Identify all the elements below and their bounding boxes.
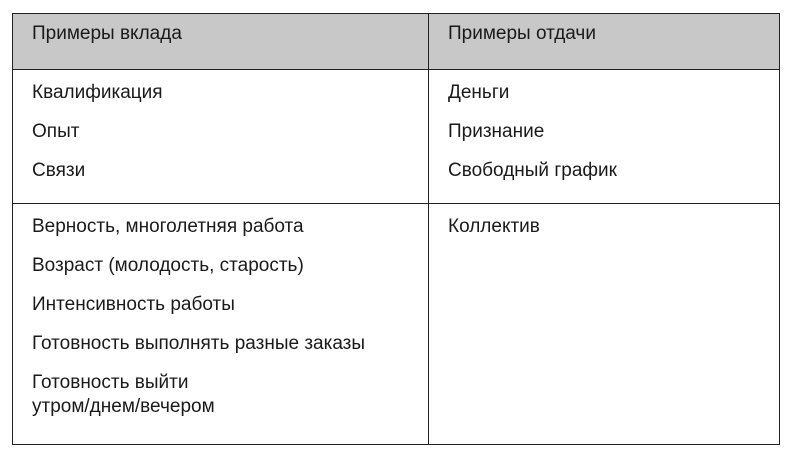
- contribution-item: Опыт: [32, 121, 80, 142]
- table-row: [13, 70, 780, 204]
- contribution-item: Интенсивность работы: [32, 294, 235, 315]
- reward-cell: [429, 204, 780, 445]
- contribution-item: Квалификация: [32, 82, 163, 103]
- reward-item: Признание: [448, 121, 545, 142]
- contribution-item: Верность, многолетняя работа: [32, 216, 304, 237]
- reward-item: Деньги: [448, 82, 510, 103]
- table-header-row: [13, 14, 780, 70]
- contribution-item: Возраст (молодость, старость): [32, 255, 304, 276]
- contribution-item: Готовность выполнять разные заказы: [32, 333, 366, 354]
- header-contribution: Примеры вклада: [13, 14, 429, 70]
- table-row: [13, 204, 780, 445]
- contribution-cell: [13, 70, 429, 204]
- reward-cell: [429, 70, 780, 204]
- reward-item: Коллектив: [448, 216, 540, 237]
- contribution-item: Связи: [32, 160, 86, 181]
- contribution-reward-table: [12, 13, 780, 445]
- reward-item: Свободный график: [448, 160, 617, 181]
- contribution-cell: [13, 204, 429, 445]
- contribution-item: Готовность выйти утром/днем/вечером: [32, 372, 215, 417]
- header-reward: Примеры отдачи: [429, 14, 780, 70]
- comparison-table-container: [12, 13, 779, 445]
